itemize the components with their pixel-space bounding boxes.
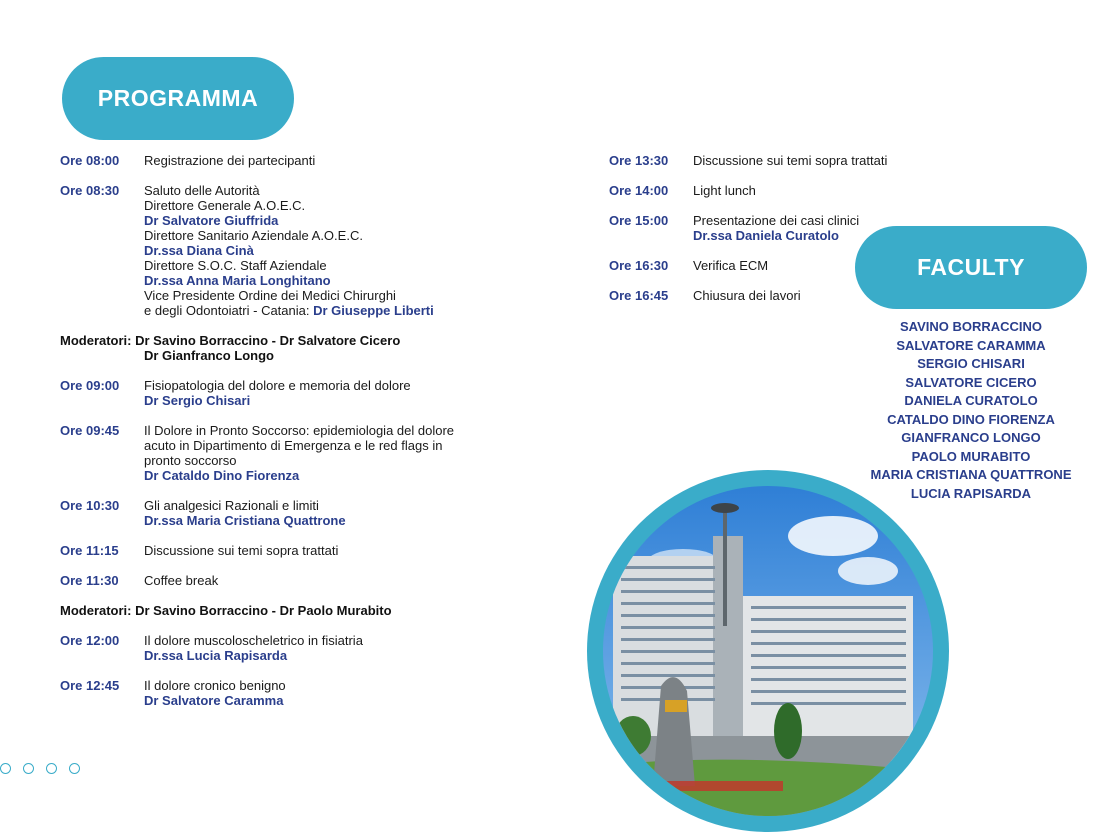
- program-body: [693, 153, 887, 168]
- program-body: [693, 288, 801, 303]
- hospital-photo: [603, 486, 933, 816]
- program-text: [693, 153, 887, 168]
- program-text: [144, 378, 411, 393]
- program-text: [693, 183, 756, 198]
- faculty-member: LUCIA RAPISARDA: [910, 485, 1032, 501]
- speaker-name: [144, 213, 434, 228]
- program-entry: [60, 543, 540, 558]
- program-entry: [60, 498, 540, 528]
- dot-icon: [0, 763, 11, 774]
- speaker-name: Dr Giuseppe Liberti: [313, 303, 434, 318]
- dot-icon: [46, 763, 57, 774]
- program-body: [144, 498, 346, 528]
- program-entry: [60, 423, 540, 483]
- program-body: [144, 423, 454, 483]
- page-dots: [0, 763, 80, 774]
- program-text: [144, 153, 315, 168]
- program-body: [144, 633, 363, 663]
- program-time: Ore 14:00: [609, 183, 669, 198]
- program-time: Ore 13:30: [609, 153, 669, 168]
- line-text: e degli Odontoiatri - Catania:: [144, 303, 314, 318]
- program-time: Ore 11:15: [60, 543, 119, 558]
- moderators-line: Moderatori: Dr Savino Borraccino - Dr Salvatore Cicero: [60, 333, 401, 348]
- moderators-block: [60, 603, 540, 618]
- program-time: Ore 10:30: [60, 498, 120, 513]
- program-text: [144, 198, 434, 213]
- program-text: [144, 543, 338, 558]
- program-text: [144, 573, 218, 588]
- program-body: [144, 543, 338, 558]
- moderators-line: Moderatori: Dr Savino Borraccino - Dr Paolo Murabito: [60, 603, 392, 618]
- programma-title: PROGRAMMA: [62, 57, 294, 140]
- program-time: Ore 08:30: [60, 183, 120, 198]
- dot-icon: [69, 763, 80, 774]
- line-text: pronto soccorso: [144, 453, 237, 468]
- program-text: [693, 258, 768, 273]
- program-text: [144, 288, 434, 303]
- faculty-member: CATALDO DINO FIORENZA: [887, 411, 1055, 427]
- speaker-name: [144, 273, 434, 288]
- program-body: [144, 678, 286, 708]
- program-body: [693, 183, 756, 198]
- line-text: Il dolore cronico benigno: [144, 678, 286, 693]
- faculty-member: SERGIO CHISARI: [917, 356, 1025, 371]
- program-time: Ore 16:30: [609, 258, 669, 273]
- faculty-list: [855, 318, 1087, 503]
- speaker-name: [144, 393, 411, 408]
- program-body: [693, 213, 859, 243]
- speaker-text: Dr.ssa Diana Cinà: [144, 243, 254, 258]
- faculty-member: PAOLO MURABITO: [911, 448, 1031, 464]
- line-text: Direttore Generale A.O.E.C.: [144, 198, 306, 213]
- program-time: Ore 09:45: [60, 423, 120, 438]
- line-text: Presentazione dei casi clinici: [693, 213, 860, 228]
- faculty-title: FACULTY: [855, 226, 1087, 309]
- program-entry: [609, 213, 909, 243]
- speaker-text: Dr.ssa Anna Maria Longhitano: [144, 273, 331, 288]
- program-entry: [60, 678, 540, 708]
- program-text: [693, 288, 801, 303]
- line-text: Discussione sui temi sopra trattati: [144, 543, 339, 558]
- program-time: Ore 09:00: [60, 378, 120, 393]
- line-text: Direttore Sanitario Aziendale A.O.E.C.: [144, 228, 363, 243]
- program-text: [144, 183, 434, 198]
- program-time: Ore 16:45: [609, 288, 669, 303]
- program-text: [144, 438, 454, 453]
- line-text: Saluto delle Autorità: [144, 183, 260, 198]
- program-time: Ore 08:00: [60, 153, 120, 168]
- program-entry: [60, 153, 540, 168]
- program-entry: [60, 378, 540, 408]
- line-text: Vice Presidente Ordine dei Medici Chirurghi: [144, 288, 396, 303]
- speaker-name: [144, 648, 363, 663]
- program-entry: [609, 153, 909, 168]
- program-text: [144, 678, 286, 693]
- speaker-text: Dr.ssa Daniela Curatolo: [693, 228, 839, 243]
- program-entry: [609, 183, 909, 198]
- program-entry: [60, 573, 540, 588]
- program-entry: [60, 183, 540, 318]
- speaker-text: Dr.ssa Maria Cristiana Quattrone: [144, 513, 346, 528]
- faculty-member: SALVATORE CICERO: [905, 374, 1037, 390]
- speaker-text: Dr Salvatore Giuffrida: [144, 213, 279, 228]
- line-text: Verifica ECM: [693, 258, 769, 273]
- moderators-line: Dr Gianfranco Longo: [144, 348, 274, 363]
- program-body: [693, 258, 768, 273]
- program-text: [144, 423, 454, 438]
- faculty-member: SAVINO BORRACCINO: [899, 319, 1043, 334]
- line-text: acuto in Dipartimento di Emergenza e le red flags in: [144, 438, 443, 453]
- speaker-name: [693, 228, 859, 243]
- line-text: Coffee break: [144, 573, 219, 588]
- line-text: Fisiopatologia del dolore e memoria del dolore: [144, 378, 411, 393]
- faculty-member: DANIELA CURATOLO: [904, 393, 1038, 408]
- program-text: [144, 633, 363, 648]
- dot-icon: [23, 763, 34, 774]
- program-text: [693, 213, 859, 228]
- program-time: Ore 15:00: [609, 213, 669, 228]
- program-body: [144, 378, 411, 408]
- program-body: [144, 153, 315, 168]
- speaker-text: Dr.ssa Lucia Rapisarda: [144, 648, 288, 663]
- line-text: Gli analgesici Razionali e limiti: [144, 498, 319, 513]
- program-text: [144, 453, 454, 468]
- program-time: Ore 11:30: [60, 573, 119, 588]
- program-text: [144, 498, 346, 513]
- faculty-member: SALVATORE CARAMMA: [896, 337, 1046, 353]
- line-text: Chiusura dei lavori: [693, 288, 801, 303]
- program-time: Ore 12:00: [60, 633, 120, 648]
- line-text: Registrazione dei partecipanti: [144, 153, 316, 168]
- speaker-name: [144, 693, 286, 708]
- speaker-name: [144, 468, 454, 483]
- program-entry: [60, 633, 540, 663]
- hospital-photo-frame: [587, 470, 949, 832]
- line-text: Direttore S.O.C. Staff Aziendale: [144, 258, 327, 273]
- speaker-name: [144, 243, 434, 258]
- hospital-building-photo-icon: [603, 486, 933, 816]
- speaker-text: Dr Sergio Chisari: [144, 393, 251, 408]
- program-body: [144, 183, 434, 318]
- speaker-text: Dr Salvatore Caramma: [144, 693, 284, 708]
- speaker-text: Dr Cataldo Dino Fiorenza: [144, 468, 300, 483]
- moderators-block: [60, 333, 540, 363]
- program-text: [144, 258, 434, 273]
- line-text: Il Dolore in Pronto Soccorso: epidemiologia del dolore: [144, 423, 455, 438]
- speaker-name: [144, 513, 346, 528]
- line-text: Light lunch: [693, 183, 756, 198]
- program-body: [144, 573, 218, 588]
- faculty-member: GIANFRANCO LONGO: [901, 430, 1041, 445]
- line-text: Il dolore muscoloscheletrico in fisiatria: [144, 633, 363, 648]
- program-text: [144, 228, 434, 243]
- program-text: [144, 303, 434, 318]
- program-column-left: [60, 153, 540, 723]
- program-time: Ore 12:45: [60, 678, 120, 693]
- line-text: Discussione sui temi sopra trattati: [693, 153, 888, 168]
- faculty-member: MARIA CRISTIANA QUATTRONE: [870, 467, 1072, 482]
